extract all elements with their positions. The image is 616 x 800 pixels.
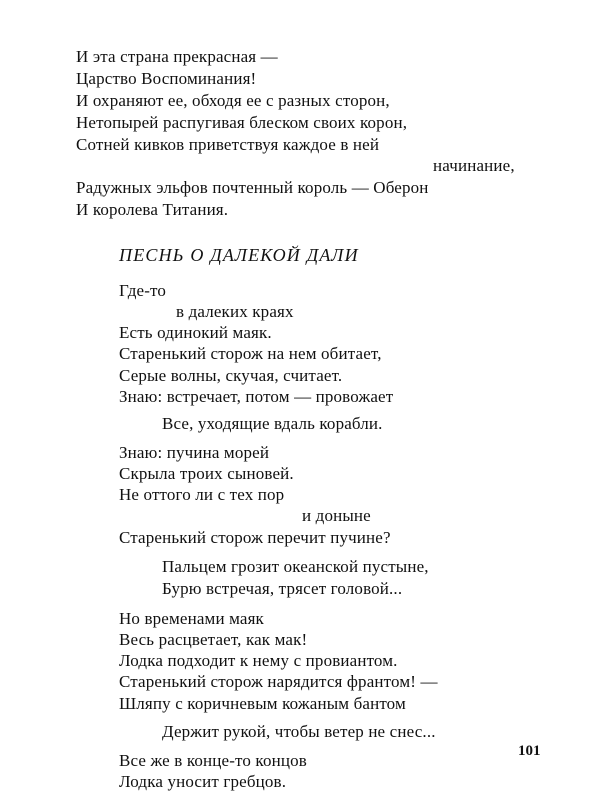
- poem2-line-14: Бурю встречая, трясет головой...: [162, 579, 403, 598]
- poem2-line-2: в далеких краях: [176, 302, 294, 321]
- poem2-line-8: Знаю: пучина морей: [119, 443, 270, 462]
- poem1-line-2: Царство Воспоминания!: [76, 69, 257, 88]
- poem2-line-15: Но временами маяк: [119, 609, 264, 628]
- poem2-line-18: Старенький сторож нарядится франтом! —: [119, 672, 438, 691]
- poem-title: ПЕСНЬ О ДАЛЕКОЙ ДАЛИ: [119, 245, 359, 265]
- poem2-line-4: Старенький сторож на нем обитает,: [119, 344, 382, 363]
- poem2-line-12: Старенький сторож перечит пучине?: [119, 528, 391, 547]
- poem2-line-1: Где-то: [119, 281, 167, 300]
- poem2-line-19: Шляпу с коричневым кожаным бантом: [119, 694, 406, 713]
- poem2-line-11: и доныне: [302, 506, 371, 525]
- poem1-line-5: Сотней кивков приветствуя каждое в ней: [76, 135, 380, 154]
- poem1-line-7: Радужных эльфов почтенный король — Оберон: [76, 178, 429, 197]
- poem2-line-17: Лодка подходит к нему с провиантом.: [119, 651, 398, 670]
- page-number: 101: [518, 743, 541, 759]
- poem2-line-6: Знаю: встречает, потом — провожает: [119, 387, 394, 406]
- poem2-line-9: Скрыла троих сыновей.: [119, 464, 294, 483]
- poem1-line-1: И эта страна прекрасная —: [76, 47, 278, 66]
- poem2-line-7: Все, уходящие вдаль корабли.: [162, 414, 383, 433]
- poem2-line-20: Держит рукой, чтобы ветер не снес...: [162, 722, 436, 741]
- poem2-line-16: Весь расцветает, как мак!: [119, 630, 308, 649]
- poem2-line-5: Серые волны, скучая, считает.: [119, 366, 343, 385]
- poem1-line-8: И королева Титания.: [76, 200, 229, 219]
- poem2-line-13: Пальцем грозит океанской пустыне,: [162, 557, 429, 576]
- poem2-line-21: Все же в конце-то концов: [119, 751, 307, 770]
- poem1-line-4: Нетопырей распугивая блеском своих корон,: [76, 113, 408, 132]
- poem1-line-3: И охраняют ее, обходя ее с разных сторон,: [76, 91, 390, 110]
- poem2-line-3: Есть одинокий маяк.: [119, 323, 272, 342]
- poem1-line-6: начинание,: [433, 156, 515, 175]
- poem2-line-22: Лодка уносит гребцов.: [119, 772, 287, 791]
- poem2-line-10: Не оттого ли с тех пор: [119, 485, 285, 504]
